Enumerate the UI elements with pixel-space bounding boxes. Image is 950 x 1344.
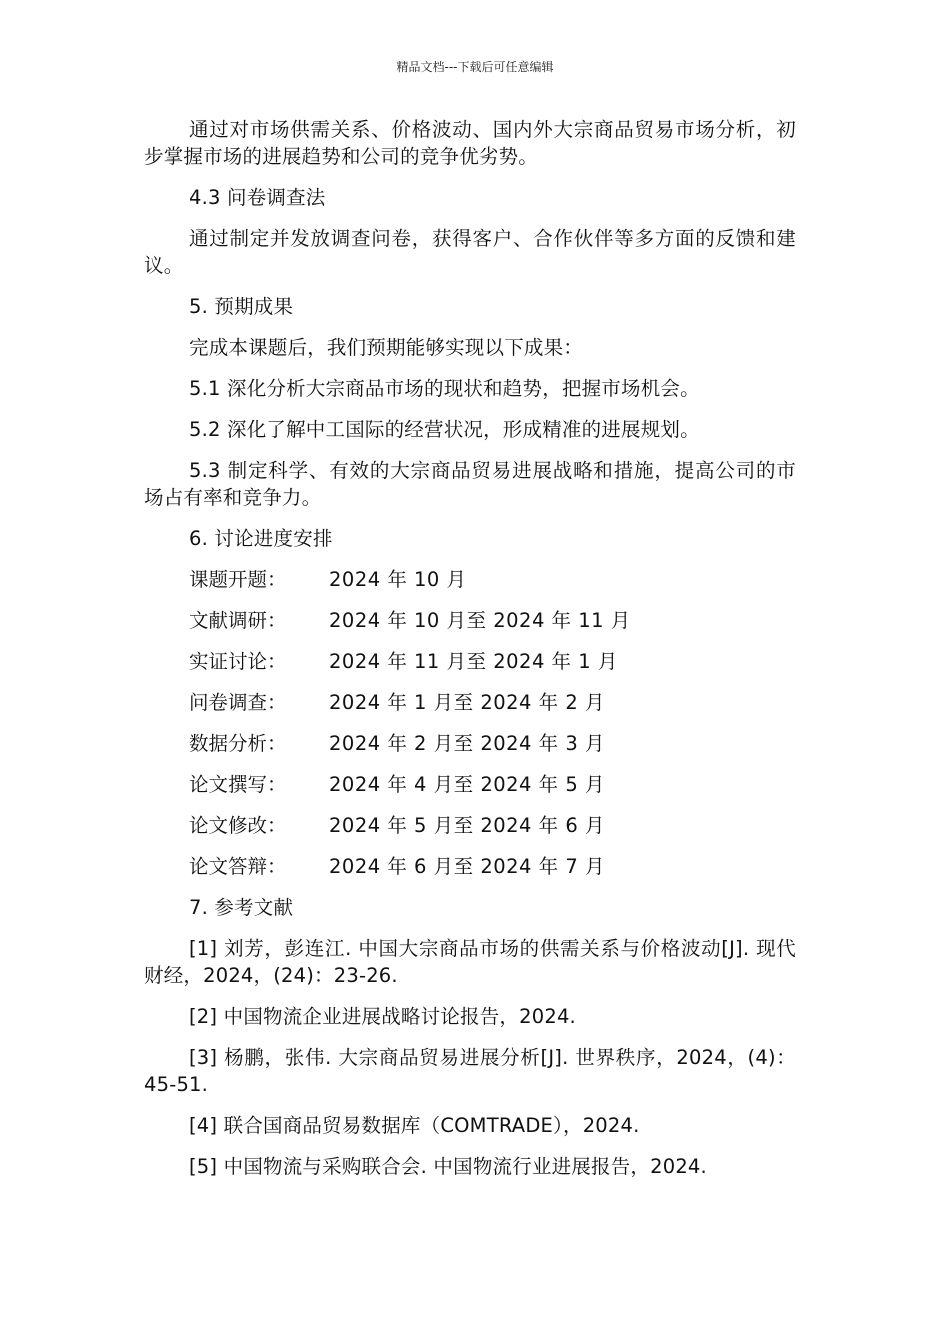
reference-item: [3] 杨鹏，张伟. 大宗商品贸易进展分析[J]. 世界秩序，2024，(4)：45-51. <box>144 1046 796 1096</box>
paragraph-market-analysis: 通过对市场供需关系、价格波动、国内外大宗商品贸易市场分析，初步掌握市场的进展趋势和公司的竞争优劣势。 <box>144 118 796 168</box>
schedule-row <box>189 648 796 675</box>
result-item-1: 5.1 深化分析大宗商品市场的现状和趋势，把握市场机会。 <box>189 377 700 400</box>
schedule-row <box>189 812 796 839</box>
schedule-label: 论文撰写： <box>189 773 287 796</box>
reference-item: [4] 联合国商品贸易数据库（COMTRADE），2024. <box>189 1114 640 1137</box>
schedule-row <box>189 689 796 716</box>
schedule-value: 2024 年 1 月至 2024 年 2 月 <box>329 691 605 714</box>
paragraph-questionnaire: 通过制定并发放调查问卷，获得客户、合作伙伴等多方面的反馈和建议。 <box>144 227 796 277</box>
reference-item: [5] 中国物流与采购联合会. 中国物流行业进展报告，2024. <box>189 1155 707 1178</box>
result-item-3: 5.3 制定科学、有效的大宗商品贸易进展战略和措施，提高公司的市场占有率和竞争力。 <box>144 459 796 509</box>
schedule-label: 数据分析： <box>189 732 287 755</box>
schedule-value: 2024 年 11 月至 2024 年 1 月 <box>329 650 618 673</box>
schedule-value: 2024 年 6 月至 2024 年 7 月 <box>329 855 605 878</box>
schedule-value: 2024 年 10 月 <box>329 568 467 591</box>
schedule-label: 文献调研： <box>189 609 287 632</box>
heading-schedule: 6. 讨论进度安排 <box>189 527 333 550</box>
schedule-label: 论文答辩： <box>189 855 287 878</box>
schedule-row <box>189 771 796 798</box>
page-header: 精品文档---下载后可任意编辑 <box>396 60 554 74</box>
reference-item: [2] 中国物流企业进展战略讨论报告，2024. <box>189 1005 576 1028</box>
reference-item: [1] 刘芳，彭连江. 中国大宗商品市场的供需关系与价格波动[J]. 现代财经，2024，(24)：23-26. <box>144 937 796 987</box>
schedule-row <box>189 730 796 757</box>
schedule-value: 2024 年 2 月至 2024 年 3 月 <box>329 732 605 755</box>
result-item-2: 5.2 深化了解中工国际的经营状况，形成精准的进展规划。 <box>189 418 700 441</box>
heading-expected-results: 5. 预期成果 <box>189 295 294 318</box>
schedule-label: 课题开题： <box>189 568 287 591</box>
schedule-label: 实证讨论： <box>189 650 287 673</box>
document-body <box>144 116 796 1194</box>
paragraph-expected-intro: 完成本课题后，我们预期能够实现以下成果： <box>189 336 584 359</box>
schedule-label: 问卷调查： <box>189 691 287 714</box>
schedule-row <box>189 566 796 593</box>
schedule-value: 2024 年 5 月至 2024 年 6 月 <box>329 814 605 837</box>
schedule-row <box>189 853 796 880</box>
heading-questionnaire-method: 4.3 问卷调查法 <box>189 186 326 209</box>
heading-references: 7. 参考文献 <box>189 896 294 919</box>
schedule-label: 论文修改： <box>189 814 287 837</box>
schedule-value: 2024 年 4 月至 2024 年 5 月 <box>329 773 605 796</box>
schedule-value: 2024 年 10 月至 2024 年 11 月 <box>329 609 631 632</box>
schedule-row <box>189 607 796 634</box>
